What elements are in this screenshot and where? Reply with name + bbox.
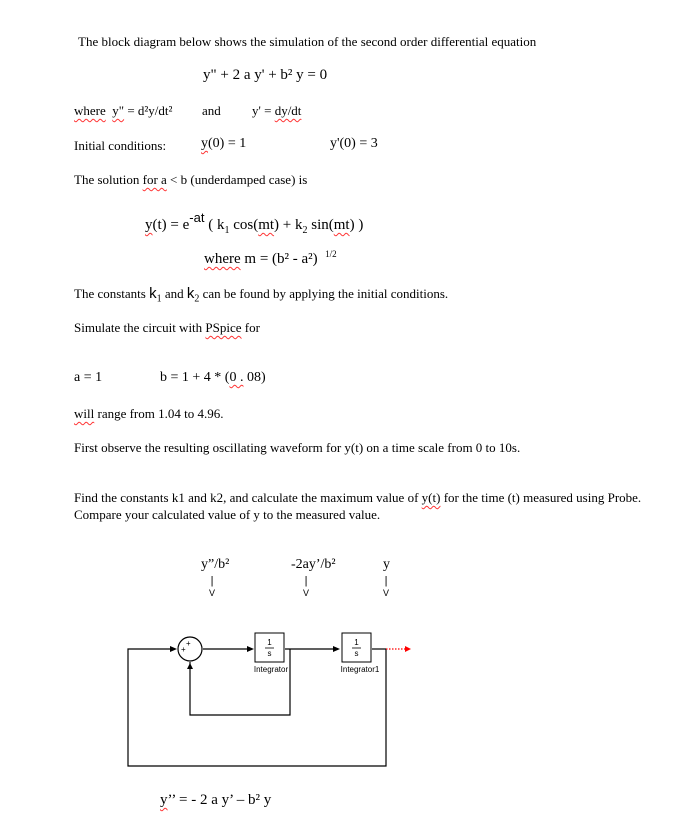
arrow1-bar: | bbox=[210, 575, 214, 587]
integrator-numerator: 1 bbox=[267, 638, 272, 647]
arrowhead-into-sum-left bbox=[170, 646, 177, 652]
where2-word: where bbox=[204, 251, 241, 267]
sol-mt1: mt bbox=[258, 217, 275, 233]
const-post: can be found by applying the initial conditions. bbox=[199, 286, 449, 301]
sol-mt2: mt bbox=[333, 217, 350, 233]
yd-prefix: y' = bbox=[252, 103, 275, 118]
arrow3-bar: | bbox=[384, 575, 388, 587]
sol-cos-post: ) + k bbox=[274, 217, 303, 233]
initial-yp0: y'(0) = 3 bbox=[330, 136, 378, 151]
const-k1-sub: 1 bbox=[156, 293, 162, 305]
bottom-y: y bbox=[160, 792, 168, 808]
param-b-pre: b = 1 + 4 * ( bbox=[160, 370, 230, 385]
ydd-symbol: y" bbox=[112, 103, 125, 118]
dydt-text: dy/dt bbox=[274, 103, 302, 118]
bottom-rest: ’’ = - 2 a y’ – b² y bbox=[167, 792, 272, 808]
integrator1-denominator: s bbox=[354, 649, 359, 658]
const-k1: k bbox=[149, 285, 157, 302]
solution-for-a: for a bbox=[142, 172, 167, 187]
integrator1-name: Integrator1 bbox=[340, 665, 380, 674]
arrow3-head: V bbox=[383, 588, 390, 598]
range-post: range from 1.04 to 4.96. bbox=[94, 406, 224, 421]
find-pre: Find the constants k1 and k2, and calculate the maximum value of bbox=[74, 490, 422, 505]
observe-line: First observe the resulting oscillating waveform for y(t) on a time scale from 0 to 10s. bbox=[74, 440, 521, 455]
arrow1-head: V bbox=[209, 588, 216, 598]
label-y: y bbox=[383, 557, 390, 572]
sol-k1-sub: 1 bbox=[224, 225, 230, 236]
arrow2-head: V bbox=[303, 588, 310, 598]
integrator-block bbox=[255, 633, 284, 662]
simulate-post: for bbox=[241, 320, 260, 335]
const-k2-sub: 2 bbox=[194, 293, 200, 305]
intro-text: The block diagram below shows the simulation of the second order differential equation bbox=[78, 34, 537, 49]
const-k2: k bbox=[186, 285, 195, 302]
ydd-definition: = d²y/dt² bbox=[124, 103, 173, 118]
const-pre: The constants bbox=[74, 286, 150, 301]
param-a: a = 1 bbox=[74, 370, 103, 385]
pspice-word: PSpice bbox=[205, 320, 242, 335]
sol-exponent: -at bbox=[189, 210, 205, 225]
m-equation: m = (b² - a²) bbox=[240, 251, 318, 267]
where-word: where bbox=[74, 103, 106, 118]
integrator-denominator: s bbox=[267, 649, 272, 658]
find-yt: y(t) bbox=[421, 490, 441, 505]
bottom-equation bbox=[160, 790, 271, 810]
sol-sin-pre: sin( bbox=[307, 217, 334, 233]
integrator1-block bbox=[342, 633, 371, 662]
initial-label: Initial conditions: bbox=[74, 138, 167, 153]
solution-post: < b (underdamped case) is bbox=[166, 172, 308, 187]
integrator-name: Integrator bbox=[253, 665, 289, 674]
y0-value: (0) = 1 bbox=[208, 136, 247, 151]
solution-pre: The solution bbox=[74, 172, 143, 187]
m-power: 1/2 bbox=[325, 249, 337, 259]
main-equation: y" + 2 a y' + b² y = 0 bbox=[203, 67, 328, 83]
range-will: will bbox=[74, 406, 95, 421]
sol-sin-post: ) ) bbox=[349, 217, 364, 233]
param-b-mid: 0 . bbox=[229, 370, 244, 385]
arrowhead-into-integrator bbox=[247, 646, 254, 652]
simulate-pre: Simulate the circuit with bbox=[74, 320, 206, 335]
label-neg-2ay: -2ay’/b² bbox=[291, 557, 336, 572]
output-arrowhead bbox=[405, 646, 411, 652]
sol-k2-sub: 2 bbox=[302, 225, 308, 236]
label-y-double-prime: y”/b² bbox=[201, 557, 230, 572]
integrator1-numerator: 1 bbox=[354, 638, 359, 647]
sol-lhs: (t) = e bbox=[152, 217, 190, 233]
sum-sign-top: + bbox=[186, 639, 191, 648]
sol-paren-open: ( k bbox=[204, 217, 225, 233]
sol-cos-pre: cos( bbox=[229, 217, 259, 233]
sum-sign-left: + bbox=[181, 645, 186, 654]
and-word: and bbox=[202, 103, 221, 118]
arrow2-bar: | bbox=[304, 575, 308, 587]
arrowhead-into-integrator1 bbox=[333, 646, 340, 652]
param-b-post: 08) bbox=[243, 370, 266, 385]
y0-symbol: y bbox=[201, 136, 208, 151]
find-post: for the time (t) measured using Probe. Compare your calculated value of y to the measured value. bbox=[74, 490, 642, 522]
const-and: and bbox=[161, 286, 187, 301]
arrowhead-into-sum-bottom bbox=[187, 663, 193, 669]
sol-y: y bbox=[145, 217, 153, 233]
